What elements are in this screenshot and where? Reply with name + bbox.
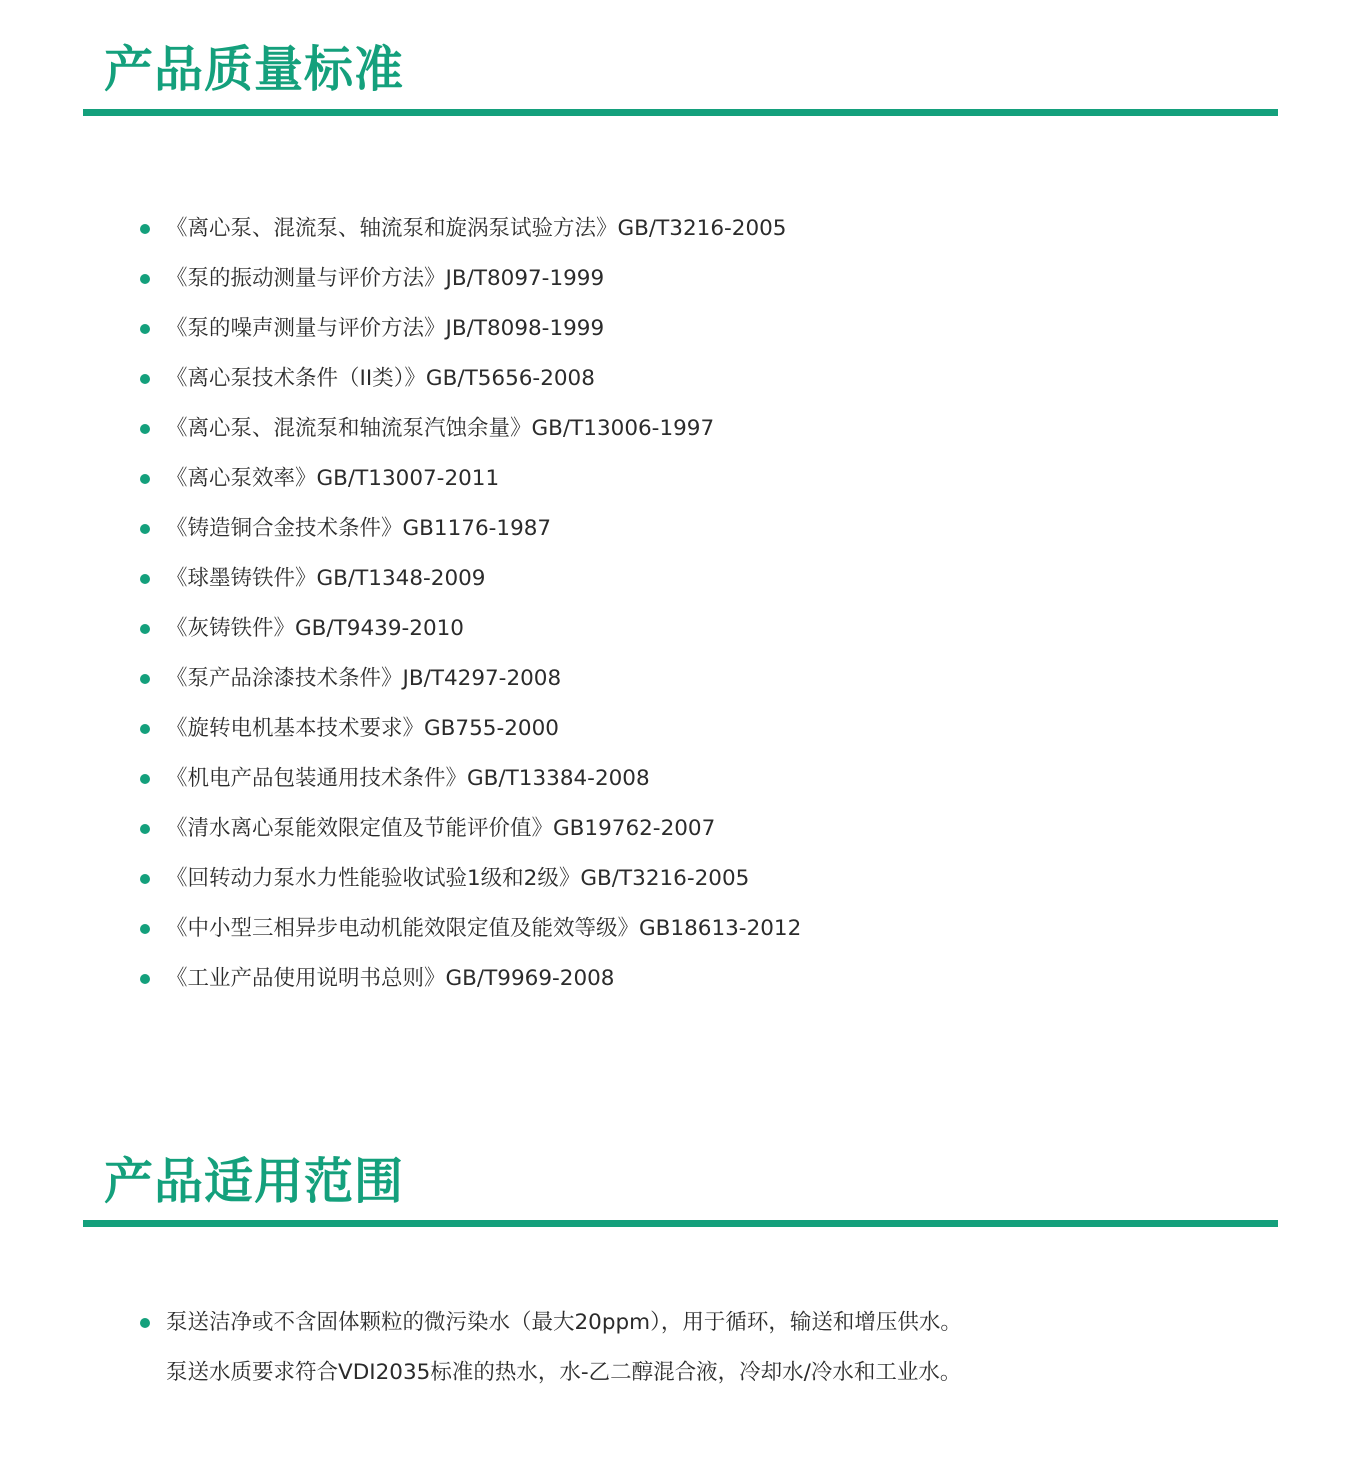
quality-standards-title: 产品质量标准 [104, 41, 405, 98]
bullet-icon [140, 774, 150, 784]
bullet-icon [140, 574, 150, 584]
list-item [140, 854, 1240, 904]
bullet-icon [140, 324, 150, 334]
quality-title-divider [83, 109, 1278, 116]
bullet-icon [140, 674, 150, 684]
bullet-icon [140, 224, 150, 234]
list-item [140, 804, 1240, 854]
application-scope-title: 产品适用范围 [104, 1153, 405, 1210]
list-item [140, 654, 1240, 704]
standard-text: 《工业产品使用说明书总则》GB/T9969-2008 [166, 966, 615, 991]
list-item [140, 604, 1240, 654]
scope-text-2: 泵送水质要求符合VDI2035标准的热水，水-乙二醇混合液，冷却水/冷水和工业水。 [166, 1360, 962, 1385]
list-item [140, 254, 1240, 304]
list-item [140, 304, 1240, 354]
bullet-icon [140, 924, 150, 934]
bullet-icon [140, 624, 150, 634]
list-item [140, 404, 1240, 454]
standard-text: 《离心泵效率》GB/T13007-2011 [166, 466, 500, 491]
scope-line-1 [140, 1298, 1240, 1348]
scope-line-2 [140, 1348, 1240, 1398]
bullet-icon [140, 274, 150, 284]
scope-text-1: 泵送洁净或不含固体颗粒的微污染水（最大20ppm），用于循环，输送和增压供水。 [166, 1310, 962, 1335]
standard-text: 《清水离心泵能效限定值及节能评价值》GB19762-2007 [166, 816, 716, 841]
bullet-icon [140, 724, 150, 734]
standard-text: 《离心泵、混流泵和轴流泵汽蚀余量》GB/T13006-1997 [166, 416, 715, 441]
standard-text: 《泵的噪声测量与评价方法》JB/T8098-1999 [166, 316, 605, 341]
bullet-icon [140, 474, 150, 484]
bullet-icon [140, 1318, 150, 1328]
standard-text: 《球墨铸铁件》GB/T1348-2009 [166, 566, 486, 591]
standard-text: 《铸造铜合金技术条件》GB1176-1987 [166, 516, 552, 541]
scope-title-divider [83, 1220, 1278, 1227]
application-scope-body [140, 1298, 1240, 1398]
standard-text: 《中小型三相异步电动机能效限定值及能效等级》GB18613-2012 [166, 916, 802, 941]
bullet-icon [140, 524, 150, 534]
standard-text: 《泵的振动测量与评价方法》JB/T8097-1999 [166, 266, 605, 291]
list-item [140, 354, 1240, 404]
bullet-icon [140, 974, 150, 984]
standard-text: 《离心泵技术条件（II类）》GB/T5656-2008 [166, 366, 595, 391]
bullet-icon [140, 874, 150, 884]
list-item [140, 704, 1240, 754]
bullet-icon [140, 424, 150, 434]
standard-text: 《离心泵、混流泵、轴流泵和旋涡泵试验方法》GB/T3216-2005 [166, 216, 787, 241]
list-item [140, 754, 1240, 804]
list-item [140, 204, 1240, 254]
list-item [140, 504, 1240, 554]
standard-text: 《泵产品涂漆技术条件》JB/T4297-2008 [166, 666, 562, 691]
list-item [140, 954, 1240, 1004]
bullet-icon [140, 374, 150, 384]
standard-text: 《灰铸铁件》GB/T9439-2010 [166, 616, 464, 641]
standard-text: 《机电产品包装通用技术条件》GB/T13384-2008 [166, 766, 650, 791]
list-item [140, 554, 1240, 604]
list-item [140, 904, 1240, 954]
standard-text: 《回转动力泵水力性能验收试验1级和2级》GB/T3216-2005 [166, 866, 750, 891]
list-item [140, 454, 1240, 504]
standard-text: 《旋转电机基本技术要求》GB755-2000 [166, 716, 559, 741]
quality-standards-list [140, 204, 1240, 1004]
bullet-icon [140, 824, 150, 834]
